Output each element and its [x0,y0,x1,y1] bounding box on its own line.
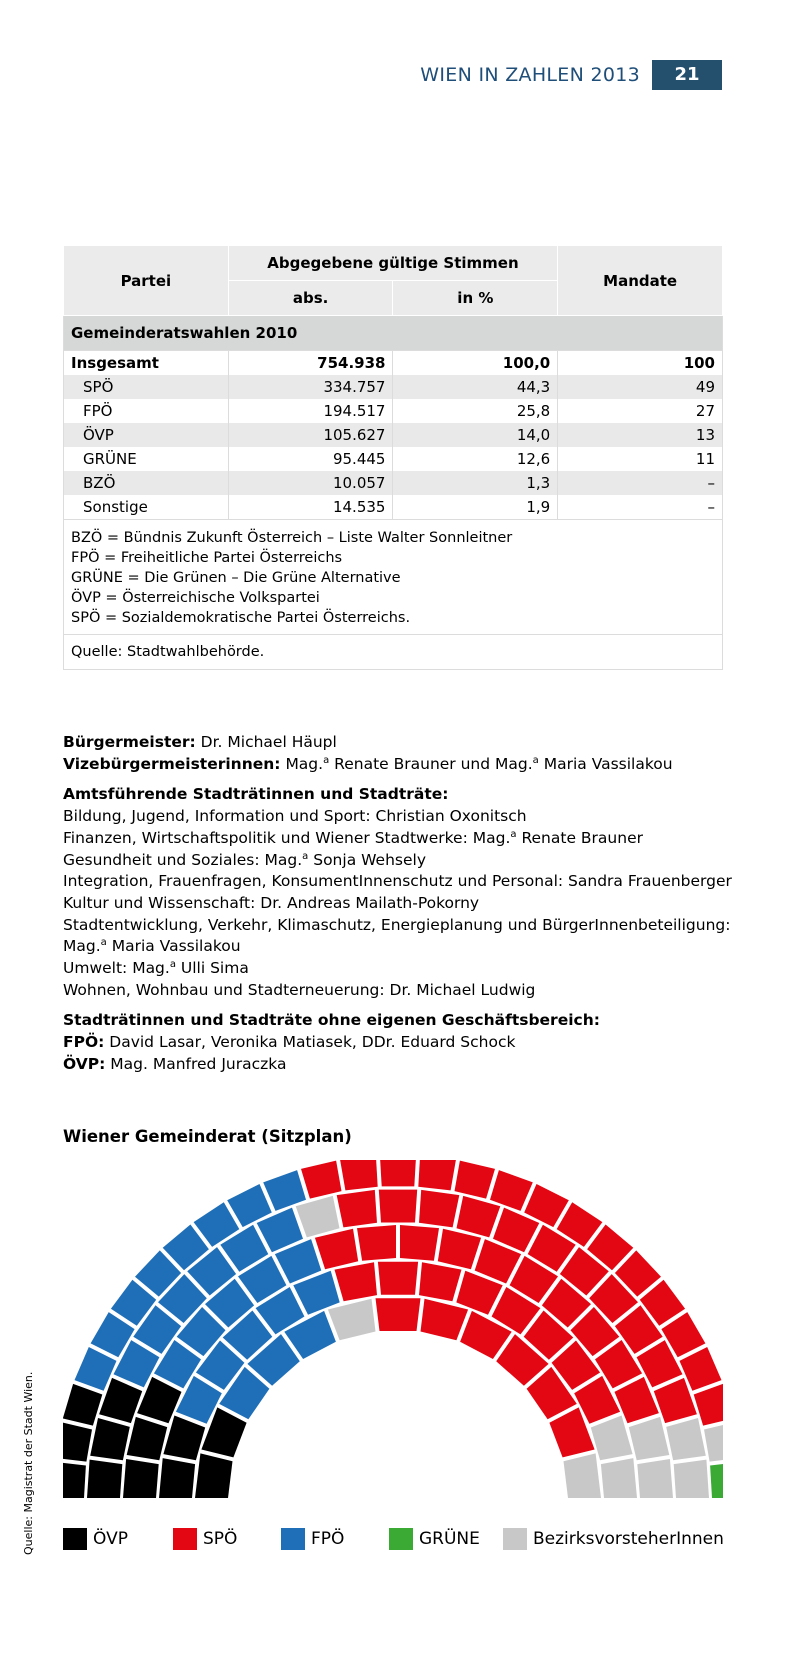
footnote: BZÖ = Bündnis Zukunft Österreich – Liste Walter Sonnleitner [71,530,513,546]
ovp-councillors-line [63,1054,733,1076]
legend-swatch [173,1528,197,1550]
table-row [64,399,723,423]
seat-ovp [63,1384,102,1426]
seat-spo [490,1170,533,1211]
col-abs-header: abs. [228,281,393,316]
superscript: a [100,937,107,949]
text-fragment: Ulli Sima [175,959,249,978]
table-row [64,423,723,447]
mayor-name: Dr. Michael Häupl [200,733,337,751]
table-row [64,447,723,471]
legend-item-bezirksvorsteher [503,1527,724,1551]
superscript: a [510,828,517,840]
seat-spo [357,1225,396,1261]
seat-spo [419,1262,462,1301]
seat-fpo [263,1170,306,1211]
table-source: Quelle: Stadtwahlbehörde. [64,635,723,670]
party-label: FPÖ: [63,1033,105,1052]
cell-pct: 1,9 [393,495,558,520]
cell-pct: 1,3 [393,471,558,495]
seat-ovp [63,1462,86,1498]
councillor-line [63,958,733,980]
cell-pct: 14,0 [393,423,558,447]
cell-abs: 10.057 [228,471,393,495]
seating-chart [63,1160,723,1505]
cell-party: FPÖ [64,399,229,423]
seat-bezirksvorsteherinnen [666,1418,706,1460]
superscript: a [169,958,176,970]
legend-item-fpo [281,1527,344,1551]
legend-item-grune [389,1527,480,1551]
councillor-line [63,828,733,850]
cell-party: Insgesamt [64,351,229,376]
cell-pct: 25,8 [393,399,558,423]
table-row [64,495,723,520]
election-table [63,245,723,670]
seat-spo [301,1161,342,1199]
councillor-line: Bildung, Jugend, Information und Sport: Christian Oxonitsch [63,807,527,826]
seat-spo [400,1225,439,1261]
vice-mayor-label: Vizebürgermeisterinnen: [63,754,281,773]
names: Mag. Manfred Juraczka [110,1054,287,1073]
seat-bezirksvorsteherinnen [674,1460,709,1498]
seating-chart-title: Wiener Gemeinderat (Sitzplan) [63,1127,352,1146]
no-portfolio-heading: Stadträtinnen und Stadträte ohne eigenen Geschäftsbereich: [63,1011,600,1030]
col-party-header: Partei [64,246,229,316]
cell-pct: 12,6 [393,447,558,471]
superscript: a [532,754,539,766]
cell-abs: 334.757 [228,375,393,399]
cell-pct: 44,3 [393,375,558,399]
councillors-heading: Amtsführende Stadträtinnen und Stadträte: [63,785,449,804]
text-fragment: Renate Brauner [516,828,643,847]
seat-bezirksvorsteherinnen [637,1459,673,1498]
seat-ovp [87,1460,122,1498]
legend-label: FPÖ [311,1529,345,1549]
legend-label: SPÖ [203,1529,238,1549]
legend-label: GRÜNE [419,1529,480,1549]
seat-ovp [163,1416,205,1461]
table-title: Gemeinderatswahlen 2010 [64,316,723,351]
cell-abs: 754.938 [228,351,393,376]
seat-spo [380,1160,416,1186]
cell-mandates: 27 [558,399,723,423]
col-mandates-header: Mandate [558,246,723,316]
seat-spo [421,1299,469,1341]
seat-bezirksvorsteherinnen [629,1417,670,1460]
legend-swatch [389,1528,413,1550]
text-fragment: Mag. [63,937,101,956]
seat-spo [378,1262,418,1295]
cell-abs: 105.627 [228,423,393,447]
seat-grune [710,1462,723,1498]
text-fragment: Gesundheit und Soziales: Mag. [63,850,303,869]
councillor-line: Stadtentwicklung, Verkehr, Klimaschutz, Energieplanung und BürgerInnenbeteiligung: [63,915,731,934]
councillor-line: Wohnen, Wohnbau und Stadterneuerung: Dr. Michael Ludwig [63,980,536,999]
seat-spo [335,1262,378,1301]
councillor-line [63,850,733,872]
table-row-total [64,351,723,376]
cell-party: ÖVP [64,423,229,447]
cell-party: BZÖ [64,471,229,495]
seat-bezirksvorsteherinnen [601,1458,637,1498]
seat-spo [455,1161,496,1199]
seat-spo [418,1160,456,1190]
officials-block [63,732,733,1076]
cell-abs: 95.445 [228,447,393,471]
legend-label: BezirksvorsteherInnen [533,1529,724,1549]
seating-legend [63,1527,733,1555]
seat-ovp [63,1422,92,1461]
table-row [64,471,723,495]
cell-party: Sonstige [64,495,229,520]
cell-mandates: 11 [558,447,723,471]
seat-ovp [123,1459,159,1498]
mayor-label: Bürgermeister: [63,733,196,751]
cell-abs: 14.535 [228,495,393,520]
cell-mandates: 49 [558,375,723,399]
page-number: 21 [652,60,722,90]
seat-bezirksvorsteherinnen [704,1422,723,1461]
seat-bezirksvorsteherinnen [564,1453,602,1498]
cell-abs: 194.517 [228,399,393,423]
cell-pct: 100,0 [393,351,558,376]
footnote: ÖVP = Österreichische Volkspartei [71,590,320,606]
seat-ovp [90,1418,130,1460]
footnote: FPÖ = Freiheitliche Partei Österreichs [71,550,343,566]
text-fragment: Finanzen, Wirtschaftspolitik und Wiener Stadtwerke: Mag. [63,828,511,847]
seat-spo [337,1190,377,1228]
legend-swatch [63,1528,87,1550]
superscript: a [302,850,309,862]
vice-mayor-line [63,754,733,776]
text-fragment: Renate Brauner und Mag. [329,754,533,773]
seat-spo [376,1298,421,1331]
table-footnotes [64,520,723,635]
text-fragment: Umwelt: Mag. [63,959,170,978]
publication-title: WIEN IN ZAHLEN 2013 [420,64,640,86]
seat-spo [457,1196,501,1238]
cell-mandates: 13 [558,423,723,447]
legend-swatch [503,1528,527,1550]
vertical-source-note: Quelle: Magistrat der Stadt Wien. [22,1371,35,1555]
seat-bezirksvorsteherinnen [591,1416,633,1461]
seat-ovp [195,1453,233,1498]
councillor-line: Integration, Frauenfragen, KonsumentInnenschutz und Personal: Sandra Frauenberger [63,872,732,891]
legend-label: ÖVP [93,1529,128,1549]
text-fragment: Mag. [285,754,324,773]
party-label: ÖVP: [63,1054,106,1073]
table-row [64,375,723,399]
seat-bezirksvorsteherinnen [328,1299,376,1341]
seat-bezirksvorsteherinnen [296,1196,340,1238]
legend-item-ovp [63,1527,128,1551]
text-fragment: Maria Vassilakou [538,754,673,773]
col-votes-header: Abgegebene gültige Stimmen [228,246,557,281]
seat-spo [438,1229,481,1270]
cell-party: SPÖ [64,375,229,399]
councillor-line [63,936,733,958]
cell-mandates: 100 [558,351,723,376]
footnote: GRÜNE = Die Grünen – Die Grüne Alternative [71,570,401,586]
legend-swatch [281,1528,305,1550]
cell-party: GRÜNE [64,447,229,471]
superscript: a [323,754,330,766]
col-pct-header: in % [393,281,558,316]
seat-spo [379,1190,417,1223]
text-fragment: Sonja Wehsely [308,850,426,869]
legend-item-spo [173,1527,237,1551]
footnote: SPÖ = Sozialdemokratische Partei Österreichs. [71,610,411,626]
seat-ovp [159,1458,195,1498]
seat-spo [419,1190,459,1228]
councillor-line: Kultur und Wissenschaft: Dr. Andreas Mailath-Pokorny [63,893,480,912]
seat-spo [340,1160,378,1190]
cell-mandates: – [558,471,723,495]
text-fragment: Maria Vassilakou [106,937,241,956]
mayor-line [63,732,733,754]
seat-spo [315,1229,358,1270]
cell-mandates: – [558,495,723,520]
fpo-councillors-line [63,1032,733,1054]
seat-ovp [127,1417,168,1460]
names: David Lasar, Veronika Matiasek, DDr. Eduard Schock [109,1033,516,1052]
